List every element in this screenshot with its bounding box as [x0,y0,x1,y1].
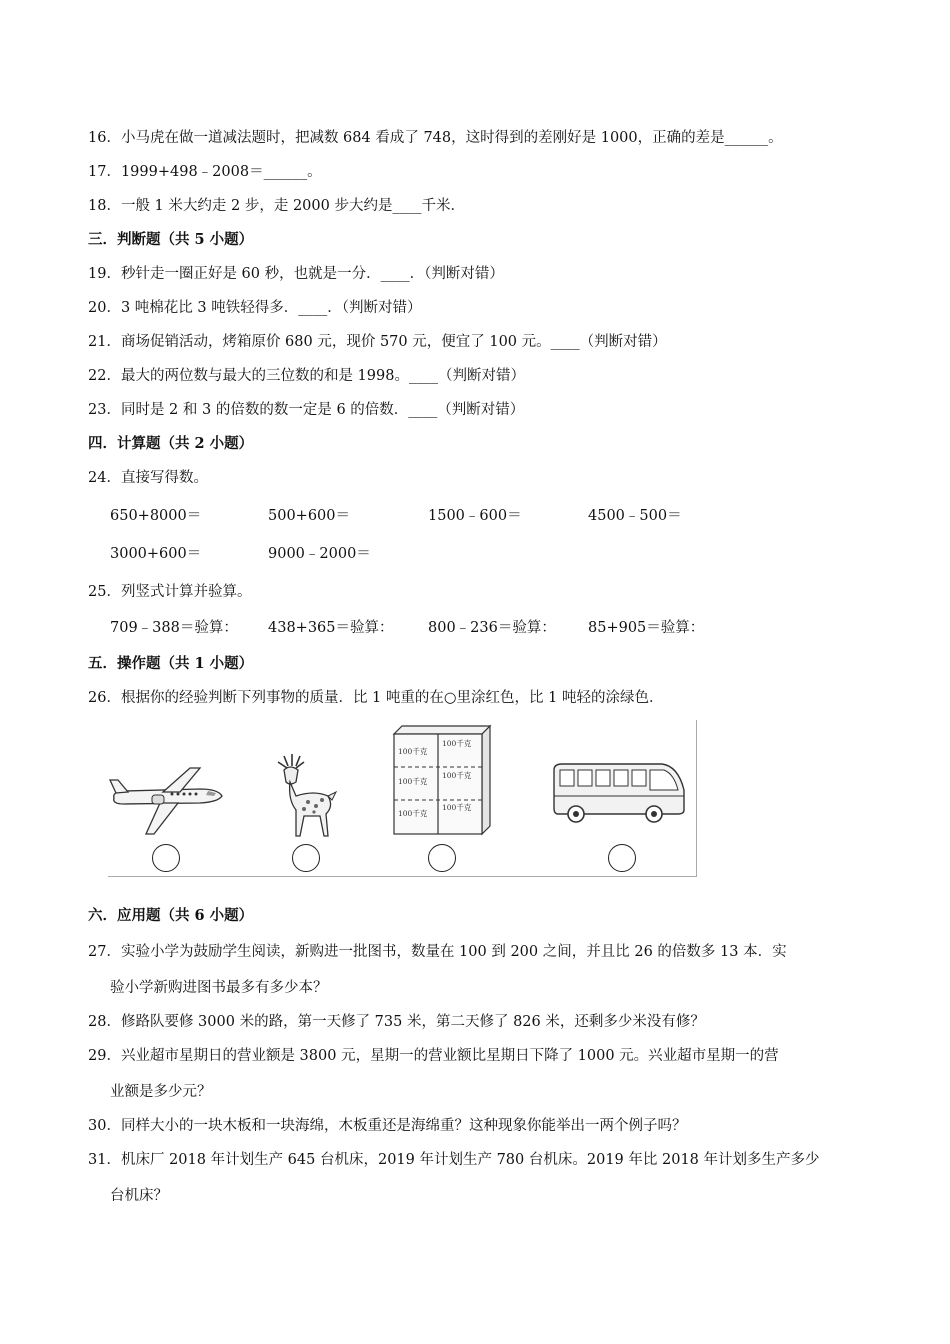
question-17: 17．1999+498﹣2008＝______。 [88,164,322,180]
vertical-calc-item: 709﹣388＝验算： [110,620,238,636]
airplane-icon [108,762,228,837]
question-20: 20．3 吨棉花比 3 吨铁轻得多．____．（判断对错） [88,300,422,316]
calc-item: 500+600＝ [268,508,351,524]
box-weight-label: 100千克 [398,747,428,756]
calc-item: 3000+600＝ [110,546,202,562]
section-3-title: 三．判断题（共 5 小题） [88,231,254,248]
question-26: 26．根据你的经验判断下列事物的质量．比 1 吨重的在○里涂红色，比 1 吨轻的涂绿色． [88,690,664,706]
question-28: 28．修路队要修 3000 米的路，第一天修了 735 米，第二天修了 826 米，还剩多少米没有修？ [88,1014,705,1030]
box-weight-label: 100千克 [442,803,472,812]
question-21: 21．商场促销活动，烤箱原价 680 元，现价 570 元，便宜了 100 元。____（判断对错） [88,334,667,350]
question-31-line-1: 31．机床厂 2018 年计划生产 645 台机床，2019 年计划生产 780 台机床。2019 年比 2018 年计划多生产多少 [88,1152,820,1168]
weight-judgement-figure [108,720,697,877]
answer-circle-airplane[interactable] [152,844,180,872]
deer-icon [274,752,340,840]
question-31-line-2: 台机床？ [110,1188,168,1204]
question-27-line-2: 验小学新购进图书最多有多少本？ [110,980,328,996]
answer-circle-boxes[interactable] [428,844,456,872]
section-6-title: 六．应用题（共 6 小题） [88,907,254,924]
section-5-title: 五．操作题（共 1 小题） [88,655,254,672]
question-25: 25．列竖式计算并验算。 [88,584,252,600]
vertical-calc-item: 800﹣236＝验算： [428,620,556,636]
question-30: 30．同样大小的一块木板和一块海绵，木板重还是海绵重？这种现象你能举出一两个例子吗？ [88,1118,687,1134]
question-16: 16．小马虎在做一道减法题时，把减数 684 看成了 748，这时得到的差刚好是 1000，正确的差是______。 [88,130,783,146]
box-weight-label: 100千克 [398,809,428,818]
question-19: 19．秒针走一圈正好是 60 秒，也就是一分．____．（判断对错） [88,266,504,282]
calc-item: 650+8000＝ [110,508,202,524]
calc-item: 4500﹣500＝ [588,508,682,524]
bus-icon [550,760,688,826]
vertical-calc-item: 438+365＝验算： [268,620,394,636]
box-weight-label: 100千克 [442,739,472,748]
box-weight-label: 100千克 [442,771,472,780]
vertical-calc-item: 85+905＝验算： [588,620,705,636]
calc-item: 9000﹣2000＝ [268,546,371,562]
box-weight-label: 100千克 [398,777,428,786]
calc-item: 1500﹣600＝ [428,508,522,524]
question-29-line-1: 29．兴业超市星期日的营业额是 3800 元，星期一的营业额比星期日下降了 1000 元。兴业超市星期一的营 [88,1048,779,1064]
boxes-icon [390,724,494,836]
question-24: 24．直接写得数。 [88,470,208,486]
section-4-title: 四．计算题（共 2 小题） [88,435,254,452]
question-23: 23．同时是 2 和 3 的倍数的数一定是 6 的倍数．____（判断对错） [88,402,525,418]
question-22: 22．最大的两位数与最大的三位数的和是 1998。____（判断对错） [88,368,525,384]
question-27-line-1: 27．实验小学为鼓励学生阅读，新购进一批图书，数量在 100 到 200 之间，并且比 26 的倍数多 13 本．实 [88,944,787,960]
answer-circle-bus[interactable] [608,844,636,872]
answer-circle-deer[interactable] [292,844,320,872]
question-18: 18．一般 1 米大约走 2 步，走 2000 步大约是____千米． [88,198,465,214]
question-29-line-2: 业额是多少元？ [110,1084,212,1100]
